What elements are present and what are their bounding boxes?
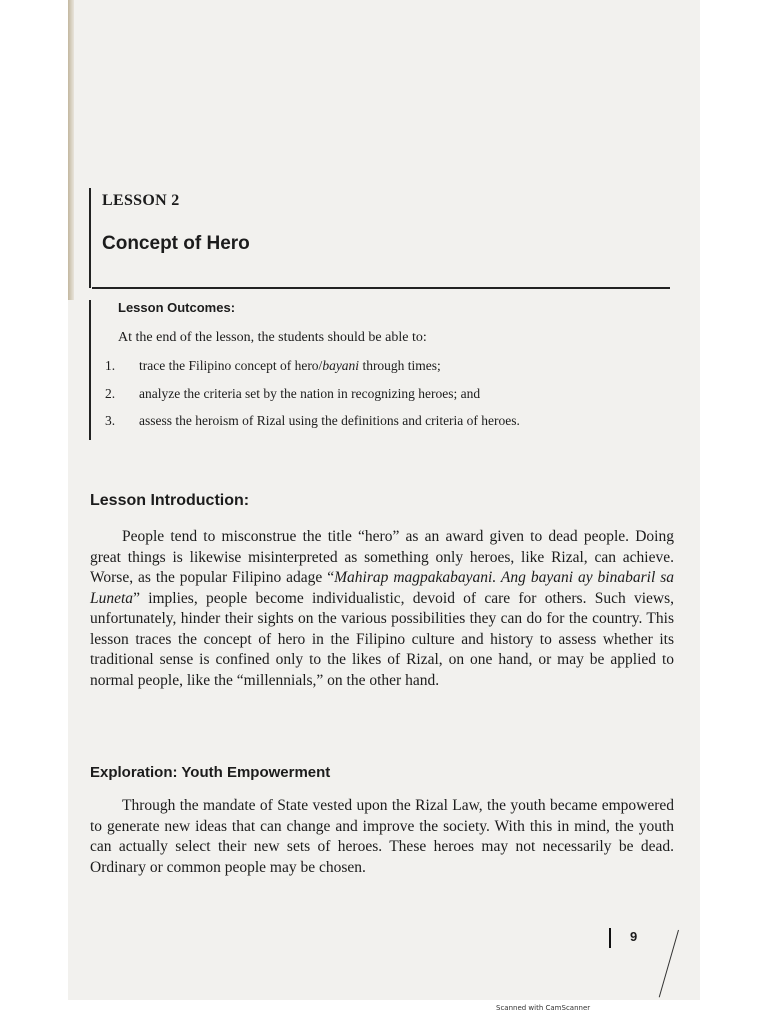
- title-divider: [92, 287, 670, 289]
- lesson-title: Concept of Hero: [102, 233, 250, 254]
- outcome-number: 1.: [105, 358, 116, 373]
- outcome-number: 3.: [105, 413, 116, 428]
- scanner-watermark: Scanned with CamScanner: [496, 1004, 591, 1012]
- exploration-text: Through the mandate of State vested upon the Rizal Law, the youth became empowered to generate new ideas that can change and improve the society. With this in mind, the youth can actually select their new sets of heroes. These heroes may not necessarily be dead. Ordinary or common people may be chosen.: [90, 797, 674, 876]
- introduction-paragraph: [90, 527, 674, 691]
- outcome-item-1: [105, 358, 441, 374]
- outcome-text-end: through times;: [359, 358, 441, 373]
- outcomes-box-border: [89, 300, 91, 440]
- exploration-heading: Exploration: Youth Empowerment: [90, 764, 331, 781]
- outcome-item-3: [105, 413, 520, 429]
- intro-text-a: People tend to misconstrue the title “hero” as an award given to dead people. Doing great things is likewise misinterpreted as something only heroes, like Rizal, can achieve. Worse, as the popular Filipino adage “: [90, 528, 674, 586]
- outcomes-intro: At the end of the lesson, the students should be able to:: [118, 330, 427, 345]
- outcome-text: trace the Filipino concept of hero/: [139, 358, 323, 373]
- page-number-bar: [609, 928, 611, 948]
- lesson-box-border: [89, 188, 91, 288]
- binding-edge: [68, 0, 74, 300]
- page-number: 9: [630, 929, 638, 944]
- lesson-label: LESSON 2: [102, 192, 180, 209]
- intro-adage: Mahirap magpakabayani. Ang bayani ay binabaril sa Luneta: [90, 569, 674, 607]
- introduction-heading: Lesson Introduction:: [90, 492, 250, 509]
- page-corner-mark: [659, 930, 679, 998]
- outcome-number: 2.: [105, 386, 116, 401]
- outcome-item-2: [105, 386, 480, 402]
- outcome-text: assess the heroism of Rizal using the definitions and criteria of heroes.: [139, 413, 520, 428]
- intro-text-b: ” implies, people become individualistic, devoid of care for others. Such views, unfortunately, hinder their sights on the various possibilities they can do for the country. This lesson traces the concept of hero in the Filipino culture and history to assess whether its traditional sense is confined only to the likes of Rizal, on one hand, or may be applied to normal people, like the “millennials,” on the other hand.: [90, 589, 674, 689]
- outcome-text-italic: bayani: [322, 358, 360, 373]
- scanned-page: [68, 0, 700, 1000]
- exploration-paragraph: [90, 796, 674, 878]
- outcome-text: analyze the criteria set by the nation in recognizing heroes; and: [139, 386, 481, 401]
- outcomes-heading: Lesson Outcomes:: [118, 300, 236, 315]
